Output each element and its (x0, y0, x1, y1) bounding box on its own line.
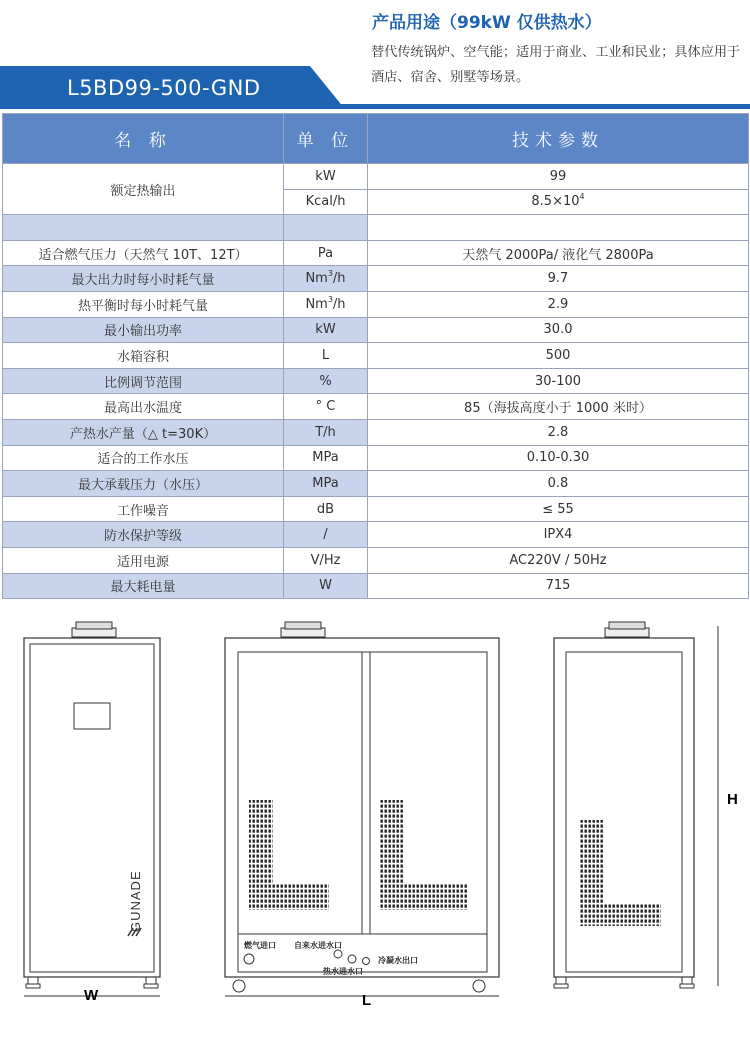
cell-name: 适用电源 (3, 547, 284, 573)
cell-value: AC220V / 50Hz (368, 547, 749, 573)
dim-label-h: H (727, 791, 738, 808)
value-exponent: 4 (579, 192, 585, 202)
cell-name: 最大承载压力（水压） (3, 471, 284, 497)
table-row (3, 522, 749, 548)
table-row (3, 266, 749, 292)
cell-unit: W (284, 573, 368, 599)
cell-value: 715 (368, 573, 749, 599)
side-view-left (24, 622, 160, 988)
cell-unit: kW (284, 317, 368, 343)
cell-value (368, 189, 749, 215)
cell-unit: MPa (284, 445, 368, 471)
port-gas-inlet: 燃气进口 (244, 941, 276, 950)
cell-unit: ° C (284, 394, 368, 420)
cell-unit (284, 215, 368, 241)
drawings-svg (0, 614, 750, 1036)
table-row (3, 317, 749, 343)
cell-value: 9.7 (368, 266, 749, 292)
table-row (3, 291, 749, 317)
usage-title: 产品用途（99kW 仅供热水） (372, 13, 602, 33)
table-row (3, 471, 749, 497)
cell-name: 比例调节范围 (3, 368, 284, 394)
cell-unit (284, 291, 368, 317)
port-condensate-outlet: 冷凝水出口 (378, 956, 418, 965)
spec-table (2, 113, 749, 599)
header-unit: 单 位 (284, 114, 368, 164)
cell-value: 天然气 2000Pa/ 液化气 2800Pa (368, 240, 749, 266)
cell-unit (284, 266, 368, 292)
table-row (3, 547, 749, 573)
vent-grille (249, 800, 273, 884)
cell-name: 工作噪音 (3, 496, 284, 522)
cell-name: 适合的工作水压 (3, 445, 284, 471)
cell-value: 99 (368, 164, 749, 190)
cell-unit: dB (284, 496, 368, 522)
header-param: 技术参数 (368, 114, 749, 164)
cell-unit: Pa (284, 240, 368, 266)
vent-grille (379, 884, 467, 910)
cell-unit: % (284, 368, 368, 394)
unit-tail: /h (332, 296, 346, 312)
header (0, 0, 750, 112)
cell-name: 防水保护等级 (3, 522, 284, 548)
table-row (3, 445, 749, 471)
cell-name (3, 215, 284, 241)
cell-value: 500 (368, 343, 749, 369)
cell-value: 30.0 (368, 317, 749, 343)
cell-value: 2.9 (368, 291, 749, 317)
table-row-blank (3, 215, 749, 241)
table-row (3, 240, 749, 266)
cell-value (368, 215, 749, 241)
cell-name: 水箱容积 (3, 343, 284, 369)
usage-text: 替代传统锅炉、空气能；适用于商业、工业和民业；具体应用于酒店、宿舍、别墅等场景。 (371, 45, 741, 85)
cell-value: 30-100 (368, 368, 749, 394)
vent-grille (379, 800, 403, 884)
cell-unit: T/h (284, 419, 368, 445)
cell-value: IPX4 (368, 522, 749, 548)
dim-label-l: L (362, 992, 372, 1009)
model-number: L5BD99-500-GND (67, 76, 261, 100)
cell-unit: MPa (284, 471, 368, 497)
port-hot-water-outlet: 热水进水口 (323, 967, 363, 976)
cell-name: 最大出力时每小时耗气量 (3, 266, 284, 292)
table-header-row (3, 114, 749, 164)
cell-unit: / (284, 522, 368, 548)
cell-name: 热平衡时每小时耗气量 (3, 291, 284, 317)
vent-grille (249, 884, 329, 910)
value-base: 8.5×10 (531, 194, 580, 210)
unit-superscript: 3 (327, 269, 333, 279)
unit-base: Nm (305, 296, 328, 312)
table-row (3, 419, 749, 445)
cell-name: 最小输出功率 (3, 317, 284, 343)
table-row (3, 394, 749, 420)
cell-value: 85（海拔高度小于 1000 米时） (368, 394, 749, 420)
cell-name: 最高出水温度 (3, 394, 284, 420)
cell-unit: Kcal/h (284, 189, 368, 215)
cell-name: 最大耗电量 (3, 573, 284, 599)
table-row (3, 573, 749, 599)
dimension-drawings (0, 614, 750, 1036)
table-row (3, 368, 749, 394)
cell-unit: kW (284, 164, 368, 190)
dim-label-w: W (84, 987, 99, 1004)
cell-value: 0.8 (368, 471, 749, 497)
cell-value: 2.8 (368, 419, 749, 445)
cell-name: 产热水产量（△ t=30K） (3, 419, 284, 445)
table-row (3, 343, 749, 369)
side-view-right (554, 622, 694, 988)
unit-tail: /h (332, 271, 346, 287)
cell-unit: V/Hz (284, 547, 368, 573)
brand-logo-text: GUNADE (128, 870, 143, 932)
cell-value: ≤ 55 (368, 496, 749, 522)
header-rule (0, 104, 750, 109)
header-name: 名 称 (3, 114, 284, 164)
port-tap-water-inlet: 自来水进水口 (294, 941, 342, 950)
cell-name: 适合燃气压力（天然气 10T、12T） (3, 240, 284, 266)
cell-unit: L (284, 343, 368, 369)
cell-name: 额定热输出 (3, 164, 284, 215)
unit-superscript: 3 (327, 294, 333, 304)
vent-grille (579, 904, 661, 926)
unit-base: Nm (305, 271, 328, 287)
cell-value: 0.10-0.30 (368, 445, 749, 471)
table-row-rated (3, 164, 749, 190)
vent-grille (579, 820, 603, 904)
table-row (3, 496, 749, 522)
